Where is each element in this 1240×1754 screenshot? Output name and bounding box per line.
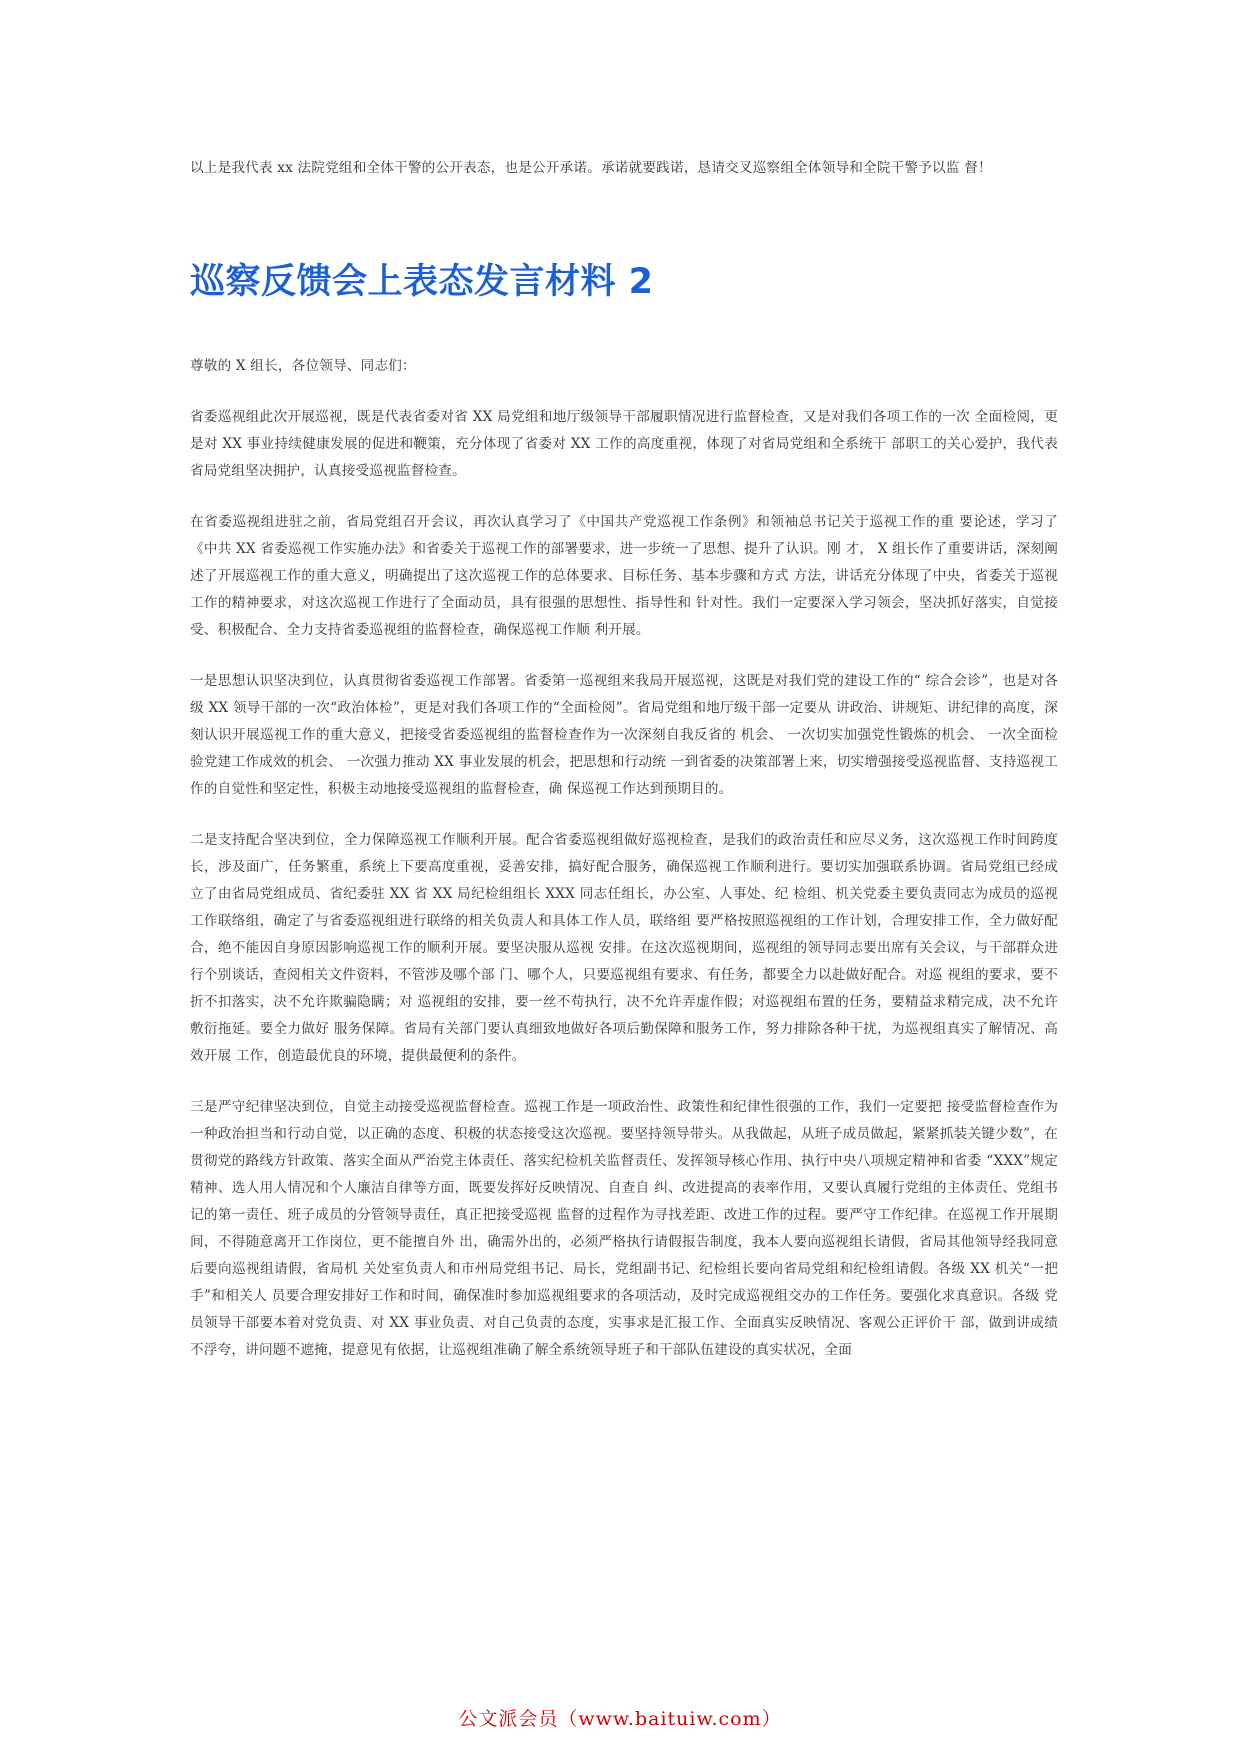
body-paragraph-3: 一是思想认识坚决到位，认真贯彻省委巡视工作部署。省委第一巡视组来我局开展巡视，这既是对我们党的建设工作的“ 综合会诊”，也是对各级 XX 领导干部的一次“政治体检”，更是对我们各项工作的“全面检阅”。省局党组和地厅级干部一定要从 讲政治、讲规矩、讲纪律的高度，深刻认识开展巡视工作的重大意义，把接受省委巡视组的监督检查作为一次深刻自我反省的 机会、 一次切实加强党性锻炼的机会、 一次全面检验党建工作成效的机会、 一次强力推动 XX 事业发展的机会，把思想和行动统 一到省委的决策部署上来，切实增强接受巡视监督、支持巡视工作的自觉性和坚定性，积极主动地接受巡视组的监督检查，确 保巡视工作达到预期目的。: [190, 673, 1058, 797]
footer-watermark-link[interactable]: 公文派会员（www.baituiw.com）: [458, 1708, 782, 1730]
document-title: 巡察反馈会上表态发言材料 2: [190, 262, 654, 302]
body-paragraph-1: 省委巡视组此次开展巡视，既是代表省委对省 XX 局党组和地厅级领导干部履职情况进行监督检查，又是对我们各项工作的一次 全面检阅，更是对 XX 事业持续健康发展的促进和鞭策，充分体现了省委对 XX 工作的高度重视，体现了对省局党组和全系统干 部职工的关心爱护，我代表省局党组坚决拥护，认真接受巡视监督检查。: [190, 409, 1058, 479]
body-paragraph-4: 二是支持配合坚决到位，全力保障巡视工作顺利开展。配合省委巡视组做好巡视检查，是我们的政治责任和应尽义务，这次巡视工作时间跨度长，涉及面广，任务繁重，系统上下要高度重视，妥善安排，搞好配合服务，确保巡视工作顺利进行。要切实加强联系协调。省局党组已经成立了由省局党组成员、省纪委驻 XX 省 XX 局纪检组组长 XXX 同志任组长，办公室、人事处、纪 检组、机关党委主要负责同志为成员的巡视工作联络组，确定了与省委巡视组进行联络的相关负责人和具体工作人员，联络组 要严格按照巡视组的工作计划，合理安排工作，全力做好配合，绝不能因自身原因影响巡视工作的顺利开展。要坚决服从巡视 安排。在这次巡视期间，巡视组的领导同志要出席有关会议，与干部群众进行个别谈话，查阅相关文件资料，不管涉及哪个部 门、哪个人，只要巡视组有要求、有任务，都要全力以赴做好配合。对巡 视组的要求，要不折不扣落实，决不允许欺骗隐瞒；对 巡视组的安排，要一丝不苟执行，决不允许弄虚作假；对巡视组布置的任务，要精益求精完成，决不允许敷衍拖延。要全力做好 服务保障。省局有关部门要认真细致地做好各项后勤保障和服务工作，努力排除各种干扰，为巡视组真实了解情况、高效开展 工作，创造最优良的环境，提供最便利的条件。: [190, 832, 1058, 1064]
salutation: 尊敬的 X 组长，各位领导、同志们：: [190, 358, 416, 374]
body-paragraph-2: 在省委巡视组进驻之前，省局党组召开会议，再次认真学习了《中国共产党巡视工作条例》和领袖总书记关于巡视工作的重 要论述，学习了《中共 XX 省委巡视工作实施办法》和省委关于巡视工作的部署要求，进一步统一了思想、提升了认识。刚 才， X 组长作了重要讲话，深刻阐述了开展巡视工作的重大意义，明确提出了这次巡视工作的总体要求、目标任务、基本步骤和方式 方法，讲话充分体现了中央，省委关于巡视工作的精神要求，对这次巡视工作进行了全面动员，具有很强的思想性、指导性和 针对性。我们一定要深入学习领会，坚决抓好落实，自觉接受、积极配合、全力支持省委巡视组的监督检查，确保巡视工作顺 利开展。: [190, 514, 1058, 638]
intro-paragraph: 以上是我代表 xx 法院党组和全体干警的公开表态，也是公开承诺。承诺就要践诺，恳请交叉巡察组全体领导和全院干警予以监 督！: [190, 160, 992, 176]
document-page: [190, 156, 1058, 1364]
body-paragraph-5: 三是严守纪律坚决到位，自觉主动接受巡视监督检查。巡视工作是一项政治性、政策性和纪律性很强的工作，我们一定要把 接受监督检查作为一种政治担当和行动自觉，以正确的态度、积极的状态接受这次巡视。要坚持领导带头。从我做起，从班子成员做起，紧紧抓装关键少数”，在贯彻党的路线方针政策、落实全面从严治党主体责任、落实纪检机关监督责任、发挥领导核心作用、执行中央八项规定精神和省委 “XXX”规定精神、选人用人情况和个人廉洁自律等方面，既要发挥好反映情况、自查自 纠、改进提高的表率作用，又要认真履行党组的主体责任、党组书记的第一责任、班子成员的分管领导责任，真正把接受巡视 监督的过程作为寻找差距、改进工作的过程。要严守工作纪律。在巡视工作开展期间，不得随意离开工作岗位，更不能擅自外 出，确需外出的，必须严格执行请假报告制度，我本人要向巡视组长请假，省局其他领导经我同意后要向巡视组请假，省局机 关处室负责人和市州局党组书记、局长，党组副书记、纪检组长要向省局党组和纪检组请假。各级 XX 机关“一把手”和相关人 员要合理安排好工作和时间，确保准时参加巡视组要求的各项活动，及时完成巡视组交办的工作任务。要强化求真意识。各级 党员领导干部要本着对党负责、对 XX 事业负责、对自己负责的态度，实事求是汇报工作、全面真实反映情况、客观公正评价干 部，做到讲成绩不浮夸，讲问题不遮掩，提意见有依据，让巡视组准确了解全系统领导班子和干部队伍建设的真实状况，全面: [190, 1099, 1058, 1358]
